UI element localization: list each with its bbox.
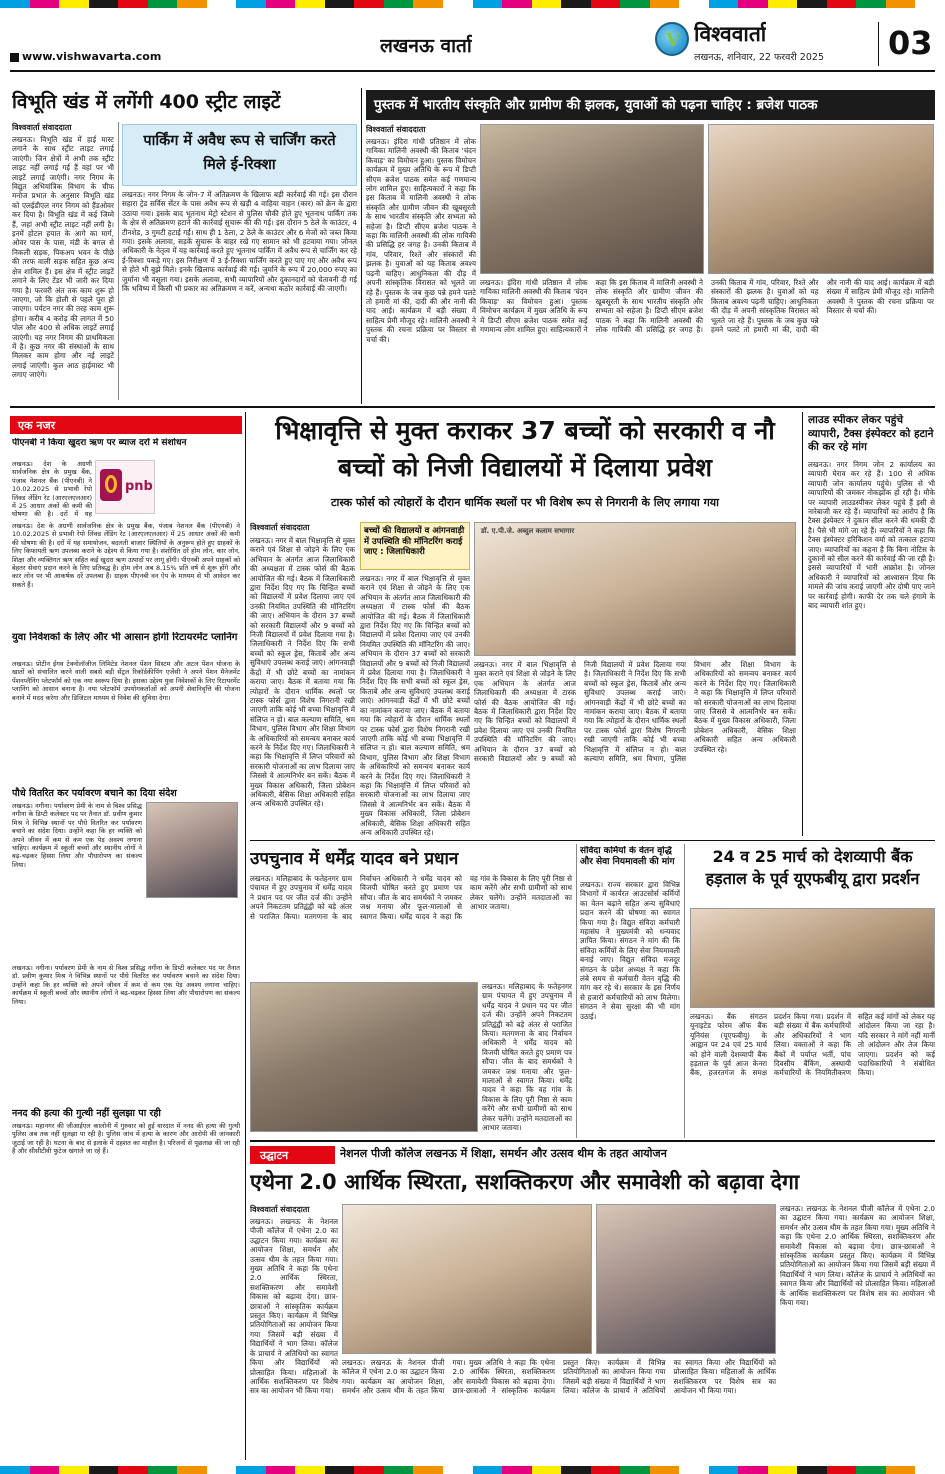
brief2-headline-wrap	[12, 632, 240, 658]
column-rule	[802, 412, 803, 836]
section-divider	[250, 840, 935, 841]
inauguration-headline: एथेना 2.0 आर्थिक स्थिरता, सशक्तिकरण और समावेशी को बढ़ावा देगा	[250, 1170, 800, 1194]
brief3-headline-wrap	[12, 786, 240, 800]
website-url: www.vishwavarta.com	[10, 50, 161, 63]
brief1-text-a: लखनऊ। देश के अग्रणी सार्वजनिक क्षेत्र के प्रमुख बैंक, पंजाब नेशनल बैंक (पीएनबी) ने 10.02.2025 से प्रभावी रेपो लिंक्ड लेंडिंग रेट (आरएलएलआर) में 25 आधार अंकों की कमी की घोषणा की है। दरों में यह	[12, 460, 92, 519]
masthead	[10, 20, 935, 72]
section-title: लखनऊ वार्ता	[380, 35, 472, 57]
story2-headline-box	[122, 124, 357, 186]
story3-byline: विश्ववार्ता संवाददाता	[366, 125, 426, 134]
bank-headline-wrap	[690, 846, 935, 906]
brief4-headline-wrap	[12, 1106, 240, 1120]
bypoll-column: लखनऊ। मलिहाबाद के फतेहनगर ग्राम पंचायत में हुए उपचुनाव में धर्मेंद्र यादव ने प्रधान पद पर जीत दर्ज की। उन्होंने अपने निकटतम प्रतिद्वंद्वी को बड़े अंतर से पराजित किया। मतगणना के बाद निर्वाचन अधिकारी ने धर्मेंद्र यादव को विजयी घोषित करते हुए प्रमाण पत्र सौंपा। जीत के बाद समर्थकों ने जमकर जश्न मनाया और फूल-मालाओं से स्वागत किया। धर्मेंद्र यादव ने कहा कि वह गांव के विकास के लिए पूरी निष्ठा से काम करेंगे और सभी ग्रामीणों को साथ लेकर चलेंगे। उन्होंने मतदाताओं का आभार जताया।	[250, 874, 572, 921]
bank-protest-photo	[690, 908, 935, 1008]
registration-marks-bottom	[0, 1466, 945, 1474]
column-rule	[245, 412, 246, 1460]
story1-body: लखनऊ। विभूति खंड में हाई मास्ट लगाने के साथ स्ट्रीट लाइट लगाई जाएंगी। जिन क्षेत्रों में अभी तक स्ट्रीट लाइट नहीं लगाई गई हैं वहां पर भी लाइटें लगाई जाएंगी। नगर निगम के विद्युत अभियांत्रिक विभाग के चीफ मनोज प्रभात के अनुसार विभूति खंड को एलईडीएल नगर निगम को हैंडओवर कर दिया है। विभूति खंड में कई जिम्मे हैं, जहां अभी स्ट्रीट लाइट नहीं लगी है। इनमें होटल हयात के आगे का मार्ग, ओवर पास के पास, मंडी के बगल से निकली सड़क, पिकअप भवन के पीछे की तरफ वाली सड़क सहित कुछ अन्य क्षेत्र शामिल हैं। इस क्षेत्र में स्ट्रीट लाइटें लगाने के लिए टेंडर भी जारी कर दिया गया है। फरवरी अंत तक काम शुरू हो जाएगा, जो कि होली से पहले पूरा हो जाएगा। पर्यटन नगर की तरह काम शुरू होगा। करीब 4 करोड़ की लागत में 50 पोल और 400 से अधिक लाइटें लगाई जाएंगी। यह नगर निगम की प्राथमिकता में है। कुछ नगर की संस्थाओं के साथ मिलकर काम होगा और नई लाइटें लगाई जाएंगी। कुल आठ हाईमास्ट भी लगाए जाएंगे।	[12, 135, 114, 380]
story2-body: लखनऊ। नगर निगम के जोन-7 में अतिक्रमण के खिलाफ बड़ी कार्रवाई की गई। इस दौरान सहारा ट्रेड सर्विस सेंटर के पास अवैध रूप से खड़ी 4 वाहिया वाहन (कार) को क्रेन के द्वारा उठाया गया। इसके बाद भूतनाथ मेट्रो स्टेशन से पुलिस चौकी होते हुए भूतनाथ पार्किंग तक के क्षेत्र से अतिक्रमण हटाने की कार्रवाई सुचारू की की गई। इस दौरान 5 ठेले के काउंटर, 4 टीनशेड, 3 गुमटी हटाई गईं। साथ ही 1 ठेला, 2 ठेले के काउंटर और 6 मेजों को जब्त किया गया। इसके अलावा, सड़कें सुचारू के बाहर रखे गए सामान को भी हटवाया गया। जोनल अधिकारी के नेतृत्व में यह कार्रवाई करते हुए भूतनाथ पार्किंग में अवैध रूप से चार्जिंग कर रहे ई-रिक्शा पकड़े गए। इस निरीक्षण में 3 ई-रिक्शा चार्जिंग करते हुए पाए गए और अवैध रूप से होते भी बुझे मिले। इनके खिलाफ कार्रवाई की गई। जुर्माने के रूप में 20,000 रुपए का जुर्माना भी वसूला गया। इसके अलावा, सभी व्यापारियों और दुकानदारों को चेतावनी दी गई कि भविष्य में किसी भी प्रकार का अतिक्रमण न करें, अन्यथा कठोर कार्रवाई की जाएगी।	[122, 190, 357, 294]
brief2-headline: युवा निवेशकों के लिए और भी आसान होगी रिटायरमेंट प्लानिंग	[12, 632, 238, 643]
brief2-text: लखनऊ। प्रोटीन ईगव टेक्नोलॉजीज लिमिटेड नेशनल पेंशन सिस्टम और अटल पेंशन योजना के खातों को संचालित करने वाली सबसे बड़ी सेंट्रल रिकॉर्डकीपिंग एजेंसी ने अपने पेंशन मैनेजमेंट पेंशनप्लैनिंग प्लेटफॉर्म को एक नया स्वरूप दिया है। इसका उद्देश्य युवा निवेशकों के लिए रिटायरमेंट प्लानिंग को आसान बनाना है। नया प्लेटफॉर्म उपयोगकर्ताओं को अपनी सेवानिवृत्ति की योजना बनाने में मदद करेगा और डिजिटल माध्यम से निवेश की सुविधा देगा।	[12, 660, 240, 702]
brief1-text-b: लखनऊ। देश के अग्रणी सार्वजनिक क्षेत्र के प्रमुख बैंक, पंजाब नेशनल बैंक (पीएनबी) ने 10.02.2025 से प्रभावी रेपो लिंक्ड लेंडिंग रेट (आरएलएलआर) में 25 आधार अंकों की कमी की घोषणा की है। दरों में यह समायोजन, बदलती बाजार स्थितियों के अनुरूप होते हुए ग्राहकों के लिए किफायती ऋण उपलब्ध कराने के उद्देश्य से किया गया है। संशोधित दरें होम लोन, कार लोन, शिक्षा और व्यक्तिगत ऋण सहित कई खुदरा ऋण उत्पादों पर लागू होंगी। पीएनबी अपने ग्राहकों को बेहतर सेवाएं प्रदान करने के लिए प्रतिबद्ध है। होम लोन अब 8.15% प्रति वर्ष से शुरू होंगे और कार लोन पर भी आकर्षक दरें उपलब्ध हैं। ग्राहक पीएनबी वन ऐप के माध्यम से भी आवेदन कर सकते हैं।	[12, 522, 240, 589]
section-divider	[250, 1140, 935, 1142]
bypoll-winner-photo	[250, 982, 478, 1132]
samvida-column: लखनऊ। राज्य सरकार द्वारा विभिन्न विभागों में कार्यरत आउटसोर्स कर्मियों का वेतन बढ़ाने सहित अन्य सुविधाएं प्रदान करने की घोषणा का स्वागत किया गया है। विद्युत संविदा कर्मचारी महासंघ ने मुख्यमंत्री को धन्यवाद ज्ञापित किया। संगठन ने मांग की कि संविदा कर्मियों के लिए सेवा नियमावली बनाई जाए। विद्युत संविदा मजदूर संगठन के प्रदेश अध्यक्ष ने कहा कि लंबे समय से कर्मचारी वेतन वृद्धि की मांग कर रहे थे। सरकार के इस निर्णय से हजारों कर्मचारियों को लाभ मिलेगा। संगठन ने सेवा सुरक्षा की भी मांग उठाई।	[580, 880, 680, 1021]
lead-subhead: टास्क फोर्स को त्योहारों के दौरान धार्मिक स्थलों पर भी विशेष रूप से निगरानी के लिए लगाया गया	[330, 496, 720, 509]
column-rule	[118, 122, 119, 400]
brief3-text: लखनऊ। नगीना। पर्यावरण प्रेमी के नाम से विश्व प्रसिद्ध नगीना के डिप्टी कलेक्टर पद पर तैनात डॉ. प्रवीण कुमार मिश्र ने विभिन्न स्थानों पर पौधे वितरित कर पर्यावरण बचाने का संदेश दिया। उन्होंने कहा कि हर व्यक्ति को अपने जीवन में कम से कम एक पेड़ अवश्य लगाना चाहिए। कार्यक्रम में स्कूली बच्चों और स्थानीय लोगों ने बढ़-चढ़कर हिस्सा लिया और पौधारोपण का संकल्प लिया।	[12, 802, 142, 869]
inauguration-label: उद्घाटन	[250, 1146, 335, 1164]
lead-pullquote: बच्चों की विद्यालयों व आंगनवाड़ी में उपस्थिति की मॉनिटरिंग कराई जाए : जिलाधिकारी	[360, 522, 470, 570]
brief3-headline: पौधे वितरित कर पर्यावरण बचाने का दिया संदेश	[12, 788, 177, 799]
inauguration-kicker-wrap	[340, 1146, 935, 1164]
samvida-headline-wrap	[580, 846, 680, 878]
brand-name: विश्ववार्ता	[694, 22, 767, 46]
lead-subhead-wrap	[250, 494, 800, 514]
inauguration-headline-wrap	[250, 1168, 935, 1200]
lead-col1: लखनऊ। नगर में बाल भिक्षावृत्ति से मुक्त कराने एवं शिक्षा से जोड़ने के लिए एक अभियान के अंतर्गत आज जिलाधिकारी की अध्यक्षता में टास्क फोर्स की बैठक आयोजित की गई। बैठक में जिलाधिकारी द्वारा निर्देश दिए गए कि चिन्हित बच्चों को विद्यालयों में प्रवेश दिलाया जाए एवं उनकी नियमित उपस्थिति की मॉनिटरिंग की जाए। अभियान के दौरान 37 बच्चों को सरकारी विद्यालयों और 9 बच्चों को निजी विद्यालयों में प्रवेश दिलाया गया है। जिलाधिकारी ने निर्देश दिए कि सभी बच्चों को स्कूल ड्रेस, किताबें और अन्य सुविधाएं उपलब्ध कराई जाएं। आंगनवाड़ी केंद्रों में भी छोटे बच्चों का नामांकन कराया जाए। बैठक में बताया गया कि त्योहारों के दौरान धार्मिक स्थलों पर टास्क फोर्स द्वारा विशेष निगरानी रखी जाएगी ताकि कोई भी बच्चा भिक्षावृत्ति में संलिप्त न हो। बाल कल्याण समिति, श्रम विभाग, पुलिस विभाग और शिक्षा विभाग के अधिकारियों को समन्वय बनाकर कार्य करने के निर्देश दिए गए। जिलाधिकारी ने कहा कि भिक्षावृत्ति में लिप्त परिवारों को सरकारी योजनाओं का लाभ दिलाया जाए जिससे वे आत्मनिर्भर बन सकें। बैठक में मुख्य विकास अधिकारी, जिला प्रोबेशन अधिकारी, बेसिक शिक्षा अधिकारी सहित अन्य अधिकारी उपस्थित रहे।	[250, 536, 355, 809]
story3-body: लखनऊ। इंदिरा गांधी प्रतिष्ठान में लोक गायिका मालिनी अवस्थी की किताब 'चंदन किवाड़' का विमोचन हुआ। पुस्तक विमोचन कार्यक्रम में मुख्य अतिथि के रूप में डिप्टी सीएम ब्रजेश पाठक समेत कई गणमान्य लोग शामिल हुए। साहित्यकारों ने कहा कि इस किताब में मालिनी अवस्थी ने लोक संस्कृति और ग्रामीण जीवन की खूबसूरती के साथ भारतीय संस्कृति और सभ्यता को सहेजा है। डिप्टी सीएम ब्रजेश पाठक ने कहा कि मालिनी अवस्थी की लोक गायिकी की प्रसिद्धि हर जगह है। उनकी किताब में गांव, परिवार, रिश्ते और संस्कारों की झलक है। युवाओं को यह किताब अवश्य पढ़नी चाहिए। आधुनिकता की दौड़ में अपनी सांस्कृतिक विरासत को भूलते जा रहे हैं। पुस्तक के जब कुछ पन्ने हमने पलटे तो हमारी मां की, दादी की और नानी की याद आई। कार्यक्रम में बड़ी संख्या में साहित्य प्रेमी मौजूद रहे। मालिनी अवस्थी ने पुस्तक की रचना प्रक्रिया पर विस्तार से चर्चा की।	[366, 137, 476, 344]
dateline: लखनऊ, शनिवार, 22 फरवरी 2025	[694, 52, 824, 63]
bypoll-headline: उपचुनाव में धर्मेंद्र यादव बने प्रधान	[250, 849, 459, 869]
lead-headline: भिक्षावृत्ति से मुक्त कराकर 37 बच्चों को सरकारी व नौ बच्चों को निजी विद्यालयों में दिलाया प्रवेश	[275, 416, 775, 482]
pnb-logo: pnb	[95, 460, 155, 514]
pointer-icon	[10, 53, 19, 62]
book-launch-audience-photo	[480, 124, 704, 274]
header-divider	[878, 22, 879, 66]
lead-byline: विश्ववार्ता संवाददाता	[250, 523, 310, 532]
registration-marks-top	[0, 0, 945, 8]
bank-headline: 24 व 25 मार्च को देशव्यापी बैंक हड़ताल के पूर्व यूएफबीयू द्वारा प्रदर्शन	[705, 847, 920, 888]
story2-headline: पार्किंग में अवैध रूप से चार्जिंग करते मिले ई-रिक्शा	[143, 133, 336, 173]
column-rule	[684, 844, 685, 1138]
lead-byline-wrap	[250, 522, 355, 534]
athena-dignitaries-photo	[342, 1204, 592, 1354]
page-number: 03	[888, 24, 933, 62]
lead-headline-wrap	[250, 412, 800, 492]
story3-continued	[480, 278, 934, 402]
brand-globe-logo: V	[655, 22, 689, 56]
right-story1-headline-wrap	[808, 414, 935, 458]
right-story1-column: लखनऊ। नगर निगम जोन 2 कार्यालय का व्यापारी घेराव कर रहे हैं। 100 से अधिक व्यापारी जोन कार्यालय पहुंचे। पुलिस से भी व्यापारियों की जमकर नोकझोंक हो रही है। मौके पर व्यापारी लाउडस्पीकर लेकर पहुंचे हैं इसी से नारेबाजी कर रहे हैं। व्यापारियों का आरोप है कि टैक्स इंस्पेक्टर ने दुकान सील करने की धमकी दी है। पैसे भी मांगे जा रहे हैं। व्यापारियों ने कहा कि टैक्स इंस्पेक्टर हरिकिशन वर्मा को तत्काल हटाया जाए। व्यापारियों का कहना है कि बिना नोटिस के दुकानों को सील करने की कार्रवाई की जा रही है। इससे व्यापारियों में भारी आक्रोश है। जोनल अधिकारी ने व्यापारियों को आश्वासन दिया कि मामले की जांच कराई जाएगी और दोषी पाए जाने पर कार्रवाई होगी। काफी देर तक चले हंगामे के बाद व्यापारी शांत हुए।	[808, 460, 935, 611]
lead-col3: लखनऊ। नगर में बाल भिक्षावृत्ति से मुक्त कराने एवं शिक्षा से जोड़ने के लिए एक अभियान के अंतर्गत आज जिलाधिकारी की अध्यक्षता में टास्क फोर्स की बैठक आयोजित की गई। बैठक में जिलाधिकारी द्वारा निर्देश दिए गए कि चिन्हित बच्चों को विद्यालयों में प्रवेश दिलाया जाए एवं उनकी नियमित उपस्थिति की मॉनिटरिंग की जाए। अभियान के दौरान 37 बच्चों को सरकारी विद्यालयों और 9 बच्चों को निजी विद्यालयों में प्रवेश दिलाया गया है। जिलाधिकारी ने निर्देश दिए कि सभी बच्चों को स्कूल ड्रेस, किताबें और अन्य सुविधाएं उपलब्ध कराई जाएं। आंगनवाड़ी केंद्रों में भी छोटे बच्चों का नामांकन कराया जाए। बैठक में बताया गया कि त्योहारों के दौरान धार्मिक स्थलों पर टास्क फोर्स द्वारा विशेष निगरानी रखी जाएगी ताकि कोई भी बच्चा भिक्षावृत्ति में संलिप्त न हो। बाल कल्याण समिति, श्रम विभाग, पुलिस विभाग और शिक्षा विभाग के अधिकारियों को समन्वय बनाकर कार्य करने के निर्देश दिए गए। जिलाधिकारी ने कहा कि भिक्षावृत्ति में लिप्त परिवारों को सरकारी योजनाओं का लाभ दिलाया जाए जिससे वे आत्मनिर्भर बन सकें। बैठक में मुख्य विकास अधिकारी, जिला प्रोबेशन अधिकारी, बेसिक शिक्षा अधिकारी सहित अन्य अधिकारी उपस्थित रहे।	[474, 660, 796, 764]
bypoll-continued: लखनऊ। मलिहाबाद के फतेहनगर ग्राम पंचायत में हुए उपचुनाव में धर्मेंद्र यादव ने प्रधान पद पर जीत दर्ज की। उन्होंने अपने निकटतम प्रतिद्वंद्वी को बड़े अंतर से पराजित किया। मतगणना के बाद निर्वाचन अधिकारी ने धर्मेंद्र यादव को विजयी घोषित करते हुए प्रमाण पत्र सौंपा। जीत के बाद समर्थकों ने जमकर जश्न मनाया और फूल-मालाओं से स्वागत किया। धर्मेंद्र यादव ने कहा कि वह गांव के विकास के लिए पूरी निष्ठा से काम करेंगे और सभी ग्रामीणों को साथ लेकर चलेंगे। उन्होंने मतदाताओं का आभार जताया।	[482, 982, 572, 1132]
section-divider	[10, 406, 935, 408]
story2-column	[122, 190, 357, 402]
brief1-headline: पीएनबी ने किया खुदरा ऋण पर ब्याज दरों में संशोधन	[12, 438, 187, 448]
brief4-text: लखनऊ। महानगर की जीआईएल कालोनी में गुरुवार को हुई वारदात में ननद की हत्या की गुत्थी पुलिस अब तक नहीं सुलझा पा रही है। पुलिस जांच में हत्या के कारण और आरोपी की जानकारी जुटाई जा रही है। घटना के बाद से इलाके में दहशत का माहौल है। परिजनों से पूछताछ की जा रही है और सीसीटीवी फुटेज खंगाले जा रहे हैं।	[12, 1122, 240, 1156]
story3-headline: पुस्तक में भारतीय संस्कृति और ग्रामीण की झलक, युवाओं को पढ़ना चाहिए : ब्रजेश पाठक	[374, 97, 818, 113]
right-story1-headline: लाउड स्पीकर लेकर पहुंचे व्यापारी, टैक्स इंस्पेक्टर को हटाने की कर रहे मांग	[808, 414, 934, 453]
task-force-meeting-photo: डॉ. ए.पी.जे. अब्दुल कलाम सभागार	[474, 522, 796, 656]
ek-nazar-label: एक नजर	[10, 416, 242, 434]
column-rule	[576, 844, 577, 1138]
story3-column	[366, 124, 476, 402]
inauguration-col-right: लखनऊ। लखनऊ के नेशनल पीजी कॉलेज में एथेना 2.0 का उद्घाटन किया गया। कार्यक्रम का आयोजन शिक्षा, समर्थन और उत्सव थीम के तहत किया गया। मुख्य अतिथि ने कहा कि एथेना 2.0 आर्थिक स्थिरता, सशक्तिकरण और समावेशी विकास को बढ़ावा देगा। छात्र-छात्राओं ने सांस्कृतिक कार्यक्रम प्रस्तुत किए। कार्यक्रम में विभिन्न प्रतियोगिताओं का आयोजन किया गया जिसमें बड़ी संख्या में विद्यार्थियों ने भाग लिया। कॉलेज के प्राचार्य ने अतिथियों का स्वागत किया और विद्यार्थियों को प्रोत्साहित किया। महिलाओं के आर्थिक सशक्तिकरण पर विशेष सत्र का आयोजन भी किया गया।	[780, 1204, 935, 1308]
brief4-headline: ननद की हत्या की गुत्थी नहीं सुलझा पा रही	[12, 1108, 161, 1119]
inauguration-lower-text: लखनऊ। लखनऊ के नेशनल पीजी कॉलेज में एथेना 2.0 का उद्घाटन किया गया। कार्यक्रम का आयोजन शिक्षा, समर्थन और उत्सव थीम के तहत किया गया। मुख्य अतिथि ने कहा कि एथेना 2.0 आर्थिक स्थिरता, सशक्तिकरण और समावेशी विकास को बढ़ावा देगा। छात्र-छात्राओं ने सांस्कृतिक कार्यक्रम प्रस्तुत किए। कार्यक्रम में विभिन्न प्रतियोगिताओं का आयोजन किया गया जिसमें बड़ी संख्या में विद्यार्थियों ने भाग लिया। कॉलेज के प्राचार्य ने अतिथियों का स्वागत किया और विद्यार्थियों को प्रोत्साहित किया। महिलाओं के आर्थिक सशक्तिकरण पर विशेष सत्र का आयोजन भी किया गया।	[342, 1358, 776, 1396]
story1-headline: विभूति खंड में लगेंगी 400 स्ट्रीट लाइटें	[12, 91, 281, 113]
story1-byline: विश्ववार्ता संवाददाता	[12, 123, 72, 132]
samvida-headline: संविदा कर्मियों के वेतन वृद्धि और सेवा नियमावली की मांग	[580, 846, 675, 867]
brief3-continued: लखनऊ। नगीना। पर्यावरण प्रेमी के नाम से विश्व प्रसिद्ध नगीना के डिप्टी कलेक्टर पद पर तैनात डॉ. प्रवीण कुमार मिश्र ने विभिन्न स्थानों पर पौधे वितरित कर पर्यावरण बचाने का संदेश दिया। उन्होंने कहा कि हर व्यक्ति को अपने जीवन में कम से कम एक पेड़ अवश्य लगाना चाहिए। कार्यक्रम में स्कूली बच्चों और स्थानीय लोगों ने बढ़-चढ़कर हिस्सा लिया और पौधारोपण का संकल्प लिया।	[12, 964, 240, 1006]
inauguration-kicker: नेशनल पीजी कॉलेज लखनऊ में शिक्षा, समर्थन और उत्सव थीम के तहत आयोजन	[340, 1147, 667, 1160]
book-launch-stage-photo	[708, 124, 934, 274]
lead-col2: लखनऊ। नगर में बाल भिक्षावृत्ति से मुक्त कराने एवं शिक्षा से जोड़ने के लिए एक अभियान के अंतर्गत आज जिलाधिकारी की अध्यक्षता में टास्क फोर्स की बैठक आयोजित की गई। बैठक में जिलाधिकारी द्वारा निर्देश दिए गए कि चिन्हित बच्चों को विद्यालयों में प्रवेश दिलाया जाए एवं उनकी नियमित उपस्थिति की मॉनिटरिंग की जाए। अभियान के दौरान 37 बच्चों को सरकारी विद्यालयों और 9 बच्चों को निजी विद्यालयों में प्रवेश दिलाया गया है। जिलाधिकारी ने निर्देश दिए कि सभी बच्चों को स्कूल ड्रेस, किताबें और अन्य सुविधाएं उपलब्ध कराई जाएं। आंगनवाड़ी केंद्रों में भी छोटे बच्चों का नामांकन कराया जाए। बैठक में बताया गया कि त्योहारों के दौरान धार्मिक स्थलों पर टास्क फोर्स द्वारा विशेष निगरानी रखी जाएगी ताकि कोई भी बच्चा भिक्षावृत्ति में संलिप्त न हो। बाल कल्याण समिति, श्रम विभाग, पुलिस विभाग और शिक्षा विभाग के अधिकारियों को समन्वय बनाकर कार्य करने के निर्देश दिए गए। जिलाधिकारी ने कहा कि भिक्षावृत्ति में लिप्त परिवारों को सरकारी योजनाओं का लाभ दिलाया जाए जिससे वे आत्मनिर्भर बन सकें। बैठक में मुख्य विकास अधिकारी, जिला प्रोबेशन अधिकारी, बेसिक शिक्षा अधिकारी सहित अन्य अधिकारी उपस्थित रहे।	[360, 574, 470, 836]
story3-body-continued: लखनऊ। इंदिरा गांधी प्रतिष्ठान में लोक गायिका मालिनी अवस्थी की किताब 'चंदन किवाड़' का विमोचन हुआ। पुस्तक विमोचन कार्यक्रम में मुख्य अतिथि के रूप में डिप्टी सीएम ब्रजेश पाठक समेत कई गणमान्य लोग शामिल हुए। साहित्यकारों ने कहा कि इस किताब में मालिनी अवस्थी ने लोक संस्कृति और ग्रामीण जीवन की खूबसूरती के साथ भारतीय संस्कृति और सभ्यता को सहेजा है। डिप्टी सीएम ब्रजेश पाठक ने कहा कि मालिनी अवस्थी की लोक गायिकी की प्रसिद्धि हर जगह है। उनकी किताब में गांव, परिवार, रिश्ते और संस्कारों की झलक है। युवाओं को यह किताब अवश्य पढ़नी चाहिए। आधुनिकता की दौड़ में अपनी सांस्कृतिक विरासत को भूलते जा रहे हैं। पुस्तक के जब कुछ पन्ने हमने पलटे तो हमारी मां की, दादी की और नानी की याद आई। कार्यक्रम में बड़ी संख्या में साहित्य प्रेमी मौजूद रहे। मालिनी अवस्थी ने पुस्तक की रचना प्रक्रिया पर विस्तार से चर्चा की।	[480, 278, 934, 335]
bypoll-headline-wrap	[250, 846, 572, 870]
athena-students-photo	[596, 1204, 776, 1354]
column-rule	[361, 88, 362, 404]
brief1-headline-wrap	[12, 438, 240, 458]
inauguration-col1: विश्ववार्ता संवाददाता लखनऊ। लखनऊ के नेशनल पीजी कॉलेज में एथेना 2.0 का उद्घाटन किया गया। कार्यक्रम का आयोजन शिक्षा, समर्थन और उत्सव थीम के तहत किया गया। मुख्य अतिथि ने कहा कि एथेना 2.0 आर्थिक स्थिरता, सशक्तिकरण और समावेशी विकास को बढ़ावा देगा। छात्र-छात्राओं ने सांस्कृतिक कार्यक्रम प्रस्तुत किए। कार्यक्रम में विभिन्न प्रतियोगिताओं का आयोजन किया गया जिसमें बड़ी संख्या में विद्यार्थियों ने भाग लिया। कॉलेज के प्राचार्य ने अतिथियों का स्वागत किया और विद्यार्थियों को प्रोत्साहित किया। महिलाओं के आर्थिक सशक्तिकरण पर विशेष सत्र का आयोजन भी किया गया।	[250, 1205, 338, 1396]
story3-headline-bar	[366, 90, 935, 120]
story1-column	[12, 122, 114, 402]
plant-distribution-photo	[146, 802, 238, 898]
bank-column: लखनऊ। बैंक संगठन यूनाइटेड फोरम ऑफ बैंक यूनियंस (यूएफबीयू) के आह्वान पर 24 एवं 25 मार्च को होने वाली देशव्यापी बैंक हड़ताल के पूर्व आज केनरा बैंक, हजरतगंज के समक्ष प्रदर्शन किया गया। प्रदर्शन में बड़ी संख्या में बैंक कर्मचारियों और अधिकारियों ने भाग लिया। वक्ताओं ने कहा कि बैंकों में पर्याप्त भर्ती, पांच दिवसीय बैंकिंग, अस्थायी कर्मचारियों के नियमितीकरण सहित कई मांगों को लेकर यह आंदोलन किया जा रहा है। यदि सरकार ने मांगें नहीं मानीं तो आंदोलन और तेज किया जाएगा। प्रदर्शन को कई पदाधिकारियों ने संबोधित किया।	[690, 1012, 935, 1078]
